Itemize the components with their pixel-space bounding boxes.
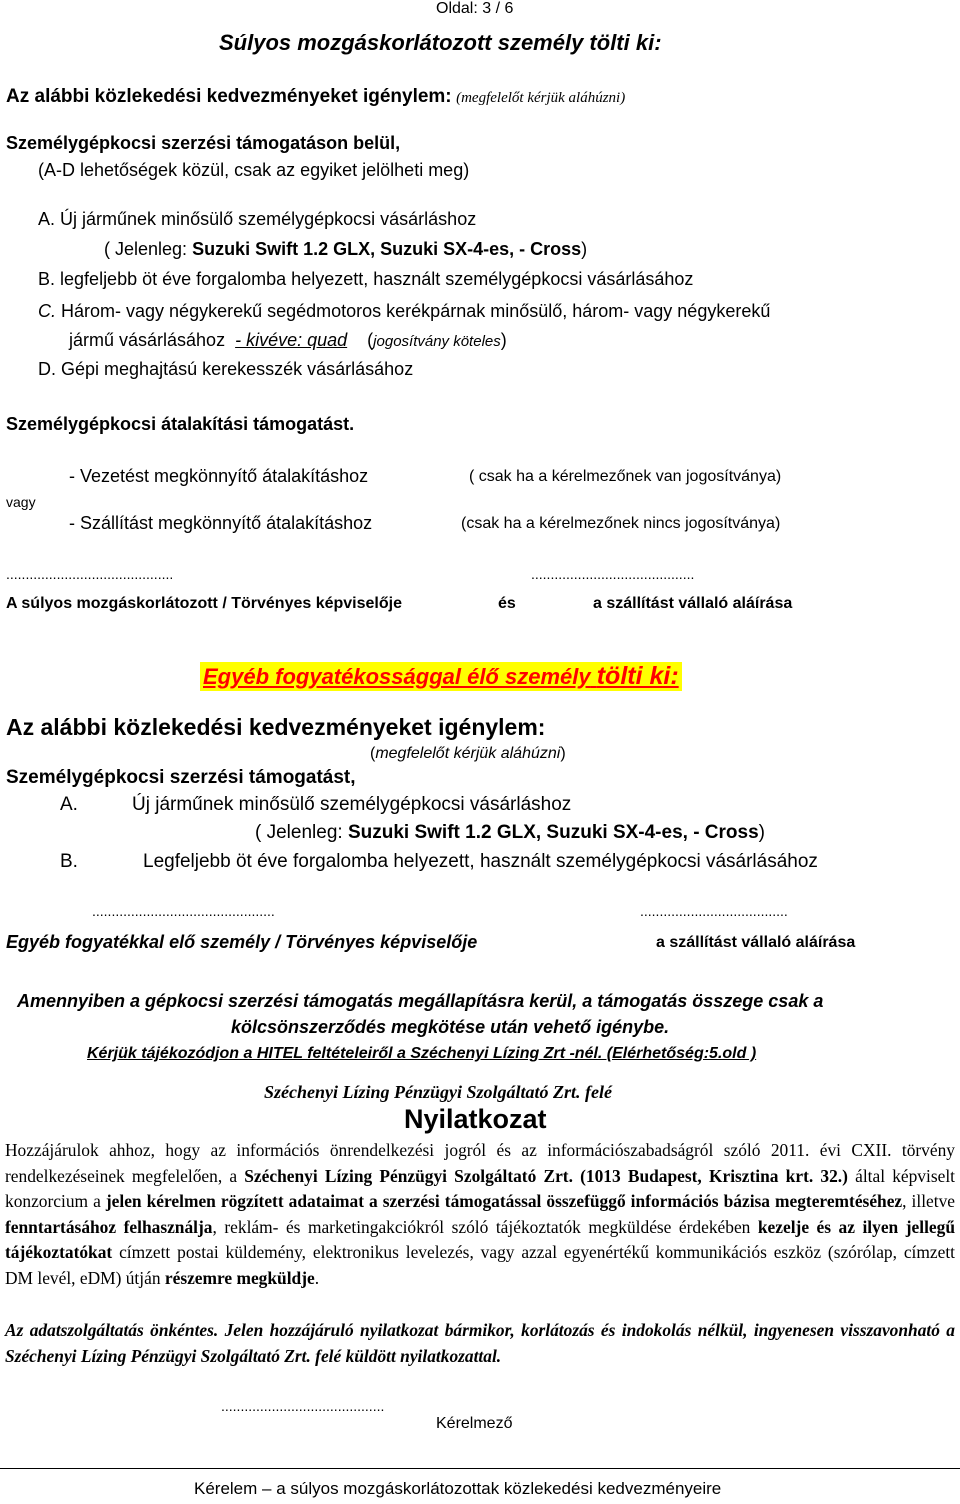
p1-b: által képviselt konzorcium a <box>5 1165 955 1212</box>
section1-sig-dots-right: .......................................... <box>531 566 695 582</box>
p1-bold4: kezelje és az ilyen jellegű tájékoztatókat <box>5 1216 955 1263</box>
section1-option-a <box>38 209 476 230</box>
hint-open: ( <box>370 745 376 762</box>
section1-title: Súlyos mozgáskorlátozott személy tölti ki: <box>219 30 662 55</box>
footer-text: Kérelem – a súlyos mozgáskorlátozottak közlekedési kedvezményeire <box>194 1479 722 1498</box>
option-c-license: jogosítvány köteles <box>373 333 501 350</box>
section2-sig-dots-left: ............................................... <box>92 903 275 919</box>
p1-a: Hozzájárulok ahhoz, hogy az információs önrendelkezési jogról és az információszabadságról szóló 2011. évi CXII. törvény rendelkezéseinek megfelelően, a <box>5 1140 955 1186</box>
hint-text: megfelelőt kérjük aláhúzni <box>375 745 561 762</box>
declaration-paragraph-1 <box>5 1138 955 1292</box>
section1-sig-right: a szállítást vállaló aláírása <box>593 595 793 612</box>
conv-1-note-a: ( csak ha a kérelmező <box>469 468 626 485</box>
section2-option-b-text: Legfeljebb öt éve forgalomba helyezett, használt személygépkocsi vásárlásához <box>143 851 818 872</box>
declaration-sign-dots: .......................................... <box>221 1398 385 1414</box>
option-c-text2: jármű vásárlásához <box>69 330 226 350</box>
section1-conv-1 <box>69 466 368 487</box>
s2-detail-suffix: ) <box>758 822 765 843</box>
option-a-detail-suffix: ) <box>581 239 588 259</box>
section1-conv-2-note: (csak ha a kérelmezőnek nincs jogosítványa) <box>461 515 781 532</box>
section2-option-b-letter: B. <box>60 851 78 872</box>
section1-option-b <box>38 269 693 290</box>
conv-1-note-b: nek van jogosítványa) <box>625 468 782 485</box>
p1-c: , illetve <box>902 1191 955 1212</box>
section1-option-a-detail <box>104 239 587 260</box>
section2-request-hint <box>370 745 566 763</box>
p1-company: Széchenyi Lízing Pénzügyi Szolgáltató Zrt. (1013 Budapest, Krisztina krt. 32.) <box>244 1165 848 1186</box>
section1-request-line <box>6 86 625 108</box>
section2-option-a-text: Új járműnek minősülő személygépkocsi vásárláshoz <box>132 794 572 815</box>
declaration-paragraph-2: Az adatszolgáltatás önkéntes. Jelen hozzájáruló nyilatkozat bármikor, korlátozás és indokolás nélkül, ingyenesen visszavonható a Széchenyi Lízing Pénzügyi Szolgáltató Zrt. felé küldött nyilatkozattal. <box>5 1320 955 1366</box>
section2-request-label: Az alábbi közlekedési kedvezményeket igénylem: <box>6 714 546 740</box>
section1-conv-1-note <box>469 468 781 486</box>
section1-option-c-line2 <box>69 330 507 351</box>
section1-request-label: Az alábbi közlekedési kedvezményeket igénylem: <box>6 86 452 107</box>
section2-sig-left: Egyéb fogyatékkal elő személy / Törvényes képviselője <box>6 932 478 952</box>
section1-purchase-heading: Személygépkocsi szerzési támogatáson belül, <box>6 133 401 153</box>
section2-title <box>200 662 682 691</box>
p1-bold5: részemre megküldje <box>164 1267 315 1288</box>
option-a-detail-models: Suzuki Swift 1.2 GLX, Suzuki SX-4-es, - Cross <box>192 239 582 259</box>
section2-purchase-heading: Személygépkocsi szerzési támogatást, <box>6 767 356 788</box>
p1-f: . <box>314 1267 320 1288</box>
section1-sig-left: A súlyos mozgáskorlátozott / Törvényes képviselője <box>6 595 402 612</box>
section1-conv-2: - Szállítást megkönnyítő átalakításhoz <box>69 513 373 533</box>
hint-close: ) <box>560 745 566 762</box>
option-a-detail-prefix: ( Jelenleg: <box>104 239 193 259</box>
notice-line2: kölcsönszerződés megkötése után vehető igénybe. <box>231 1017 670 1037</box>
s2-detail-prefix: ( Jelenleg: <box>255 822 348 843</box>
p1-bold3: fenntartásához felhasználja <box>5 1216 213 1237</box>
section1-purchase-subnote: (A-D lehetőségek közül, csak az egyiket jelölheti meg) <box>38 160 470 180</box>
section2-sig-dots-right: ...................................... <box>640 903 788 919</box>
page-number: Oldal: 3 / 6 <box>436 0 514 17</box>
p1-d: , reklám- és marketingakciókról szóló tájékoztatók megküldése érdekében <box>212 1216 758 1237</box>
section2-title-part2: tölti ki: <box>596 662 679 690</box>
section2-option-a-detail <box>255 822 765 844</box>
option-c-paren-close: ) <box>500 330 507 350</box>
option-b-letter: B. <box>38 269 56 289</box>
option-d-letter: D. <box>38 359 56 379</box>
s2-detail-models: Suzuki Swift 1.2 GLX, Suzuki SX-4-es, - Cross <box>347 822 759 843</box>
section1-option-d <box>38 359 413 380</box>
section1-request-hint: (megfelelőt kérjük aláhúzni) <box>456 90 626 106</box>
section2-sig-right: a szállítást vállaló aláírása <box>656 934 856 951</box>
section2-title-part1: Egyéb fogyatékossággal élő személy <box>203 664 591 689</box>
option-d-text: Gépi meghajtású kerekesszék vásárlásához <box>61 359 414 379</box>
declaration-title: Nyilatkozat <box>404 1104 547 1134</box>
section1-sig-dots-left: ........................................... <box>6 566 174 582</box>
p1-e: címzett postai küldemény, elektronikus levelezés, vagy azzal egyenértékű kommunikációs eszköz (szórólap, címzett DM levél, eDM) útján <box>5 1242 955 1288</box>
option-a-letter: A. <box>38 209 56 229</box>
option-b-text: legfeljebb öt éve forgalomba helyezett, használt személygépkocsi vásárlásához <box>60 269 694 289</box>
option-c-paren-open: ( <box>367 330 374 350</box>
option-c-text: Három- vagy négykerekű segédmotoros kerékpárnak minősülő, három- vagy négykerekű <box>61 301 771 321</box>
footer-divider <box>0 1468 960 1469</box>
section1-conversion-heading: Személygépkocsi átalakítási támogatást. <box>6 414 355 434</box>
notice-hitel-link: Kérjük tájékozódjon a HITEL feltételeiről a Széchenyi Lízing Zrt -nél. (Elérhetőség:5.old ) <box>87 1045 757 1062</box>
declaration-addressee: Széchenyi Lízing Pénzügyi Szolgáltató Zrt. felé <box>264 1082 613 1102</box>
section1-sig-and: és <box>498 595 516 612</box>
section1-option-c <box>38 301 770 322</box>
option-c-except: - kivéve: quad <box>235 330 348 350</box>
p1-bold2: jelen kérelmen rögzített adataimat a szerzési támogatással összefüggő információs bázisa megteremtéséhez <box>105 1191 903 1212</box>
option-c-letter: C. <box>38 301 56 321</box>
vagy-label: vagy <box>6 494 36 510</box>
section2-option-a-letter: A. <box>60 794 78 815</box>
notice-line1: Amennyiben a gépkocsi szerzési támogatás megállapításra kerül, a támogatás összege csak a <box>17 991 824 1011</box>
conv-1-text: - Vezetést megkönnyítő átalakításhoz <box>69 466 369 486</box>
option-a-text: Új járműnek minősülő személygépkocsi vásárláshoz <box>60 209 477 229</box>
declaration-sign-label: Kérelmező <box>436 1415 513 1432</box>
